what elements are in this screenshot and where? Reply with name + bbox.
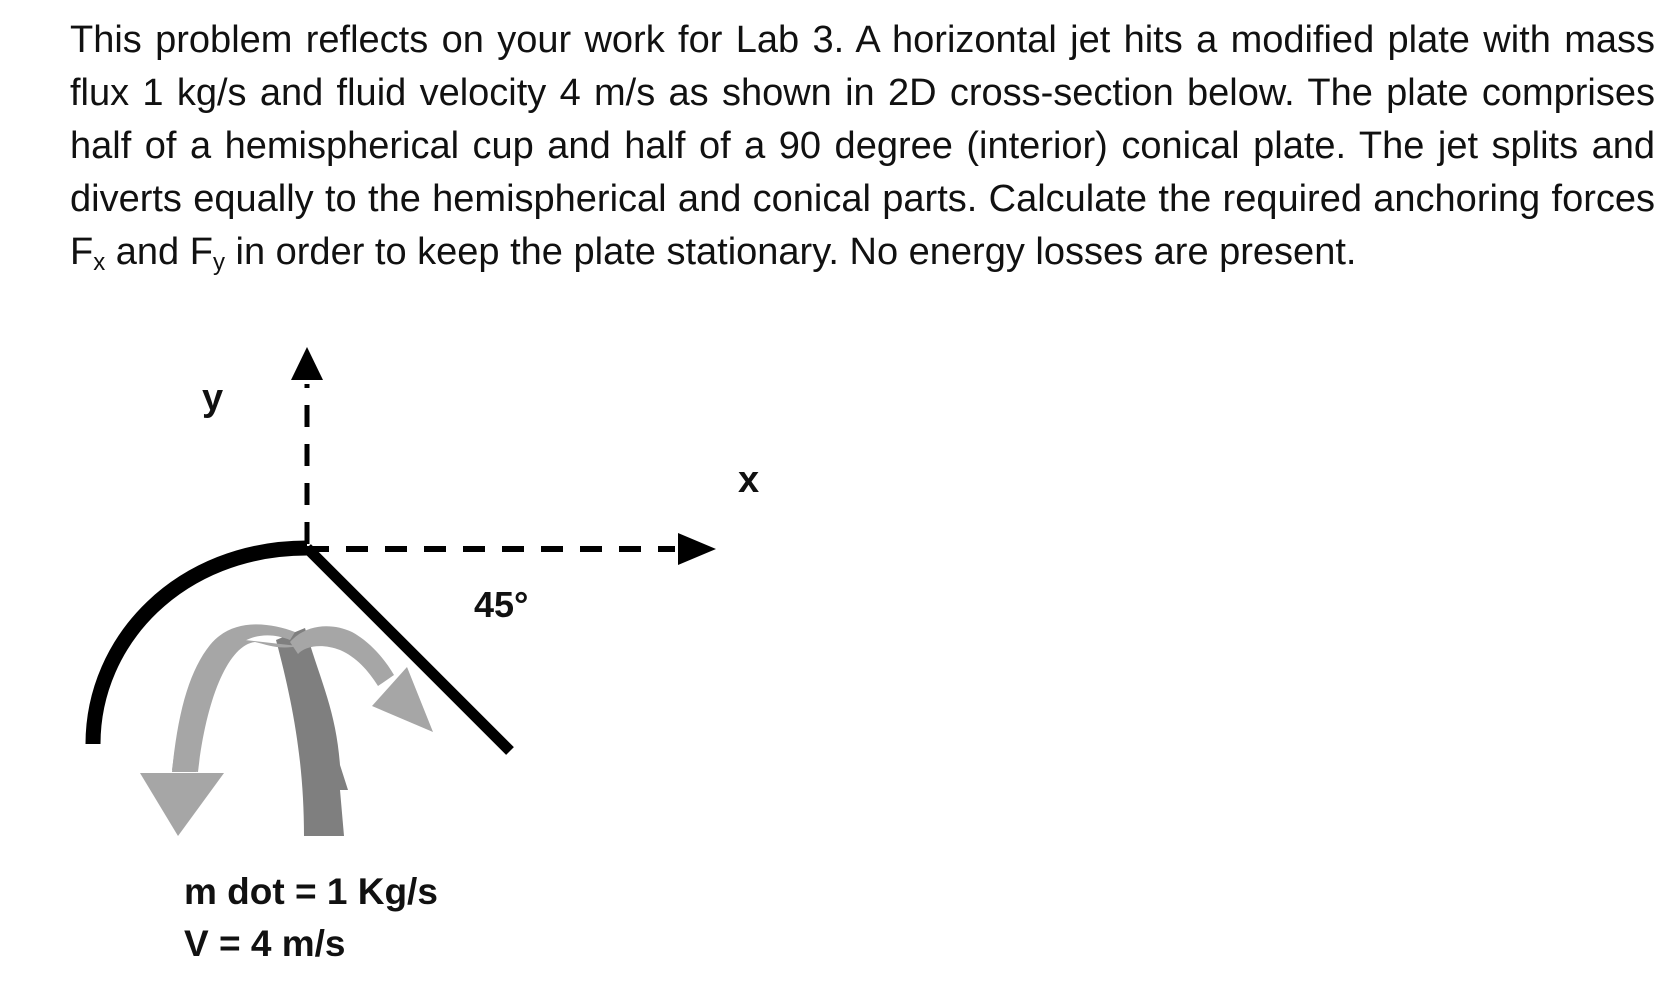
subscript-y: y bbox=[212, 249, 225, 276]
hemispherical-flow-arrowhead bbox=[140, 773, 224, 836]
velocity-label: V = 4 m/s bbox=[184, 923, 346, 964]
mass-flux-label: m dot = 1 Kg/s bbox=[184, 871, 438, 912]
x-axis-arrowhead bbox=[678, 533, 716, 565]
given-values bbox=[184, 866, 438, 970]
x-axis-label: x bbox=[738, 459, 760, 501]
angle-label: 45° bbox=[474, 584, 529, 625]
y-axis-label: y bbox=[202, 377, 224, 419]
y-axis-arrowhead bbox=[291, 347, 323, 380]
problem-text-part3: in order to keep the plate stationary. No energy losses are present. bbox=[224, 231, 1357, 273]
incoming-jet-flow bbox=[276, 628, 348, 836]
problem-text-part1: This problem reflects on your work for Lab 3. A horizontal jet hits a modified plate with mass flux 1 kg/s and fluid velocity 4 m/s as shown in 2D cross-section below. The plate comprises half of a hemispherical cup and half of a 90 degree (interior) conical plate. The jet splits and diverts equally to the hemispherical and conical parts. Calculate the required anchoring forces F bbox=[70, 19, 1655, 273]
subscript-x: x bbox=[93, 249, 106, 276]
problem-text-part2: and F bbox=[105, 231, 213, 273]
